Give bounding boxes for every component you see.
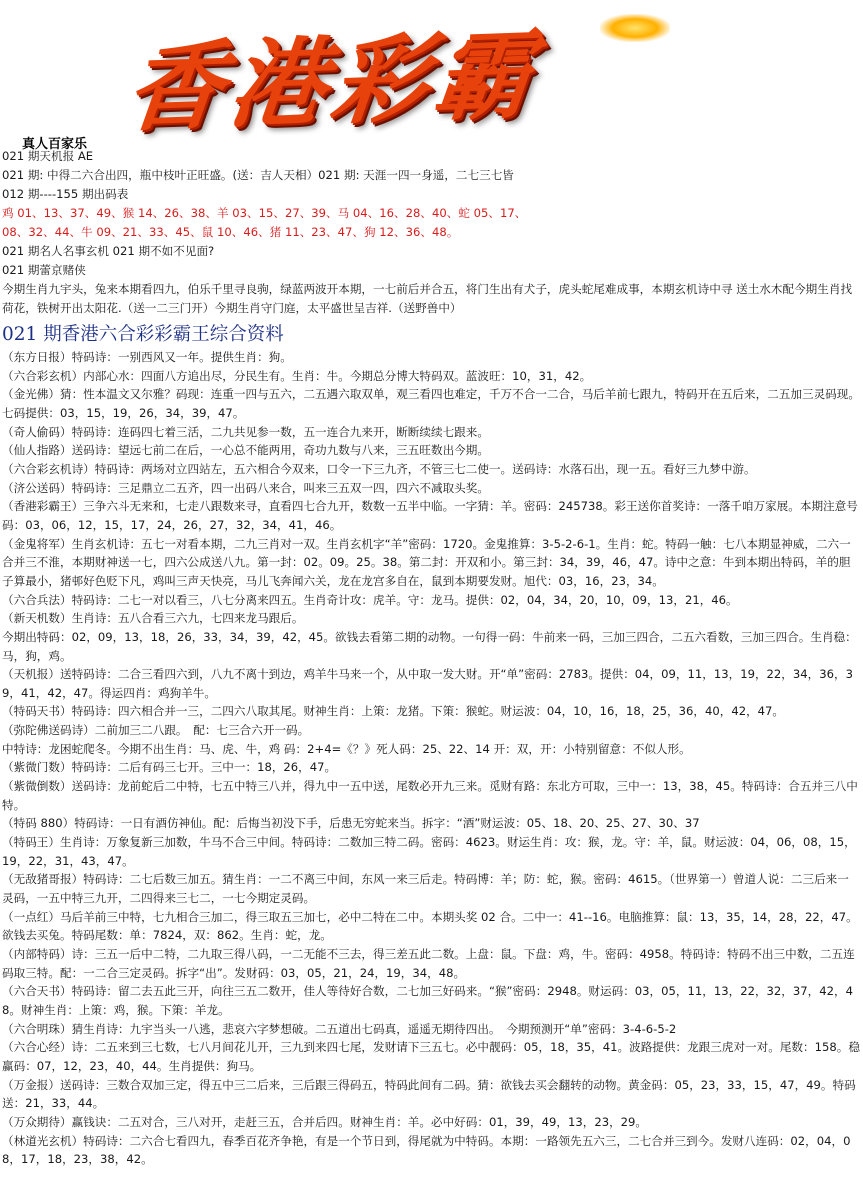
top-block (2, 147, 862, 318)
entry: （新天机数）生肖诗：五八合看三六九，七四来龙马跟后。 (2, 611, 304, 626)
top-line: 021 期: 中得二六合出四，瓶中枝叶正旺盛。(送：吉人天相）021 期: 天涯一四一身遥，二七三七皆 (2, 168, 514, 182)
entry: （紫微门数）特码诗：二后有码三七开。三中一：18，26，47。 (2, 760, 337, 775)
entry: （林道光玄机）特码诗：二六合七看四九，春季百花齐争艳，有是一个节日到，得尾就为中特码。本期：一路领先五六三，二七合并三到今。发财八连码：02，04，08，17，18，23，38，42。 (2, 1133, 851, 1167)
entry: （六合心经）诗：二五来到三七数，七八月间花儿开，三九到来四七尾，发财请下三五七。必中靓码：05，18，35，41。波路提供：龙跟三虎对一对。尾数：158。稳赢码：07，12，23，40，44。生肖提供：狗马。 (2, 1040, 860, 1073)
banner-title: 香港彩霸 (121, 17, 543, 146)
note-line: 021 期蕾京赌侠 (2, 263, 86, 277)
entry: 今期出特码：02，09，13，18，26，33，34，39，42，45。欲钱去看第二期的动物。一句得一码：牛前来一码，三加三四合，二五六看数，三加三四合。生肖稳：马，狗，鸡。 (2, 629, 857, 663)
entry: （金光佛）猜：性本温文又尔雅？码现：连重一四与五六，二五遇六取双单，观三看四也难定，千万不合一二合，马后羊前七跟九，特码开在五后来，二五加三灵码现。七码提供：03，15，19，26，34，39，47。 (2, 387, 860, 420)
entry: （万众期待）赢钱诀：二五对合，三八对开，走赶三五，合并后四。财神生肖：羊。必中好码：01，39，49，13，23，29。 (2, 1114, 648, 1129)
entry: （紫微倒数）送码诗：龙前蛇后二中特，七五中特三八并，得九中一五中送，尾数必开九三来。觅财有路：东北方可取，三中一：13，38，45。特码诗：合五并三八中特。 (2, 779, 858, 812)
entry: （六合彩玄机诗）特码诗：两场对立四站左，五六相合今双来，口令一下三九齐，不管三七二使一。送码诗：水落石出，现一五。看好三九梦中游。 (2, 461, 756, 476)
entry: （六合兵法）特码诗：二七一对以看三，八七分离来四五。生肖奇计攻：虎羊。守：龙马。提供：02，04，34，20，10，09，13，21，46。 (2, 592, 738, 607)
entry: （内部特码）诗：三五一后中二特，二九取三得八码，一二无能不三去，得三差五此二数。上盘：鼠。下盘：鸡，牛。密码：4958。特码诗：特码不出三中数，二五连码取三特。配：一二合三定灵码。拆字“出”。发财码：03，05，21，24，19，34，48。 (2, 947, 855, 980)
banner-glow-icon (600, 14, 670, 42)
entry: （万金报）送码诗：三数合双加三定，得五中三二后来，三后跟三得码五，特码此间有二码。猜：欲钱去买会翻转的动物。黄金码：05，23，33，15，47，49。特码送：21，33，44。 (2, 1077, 856, 1111)
entry: （弥陀佛送码诗）二前加三二八跟。 配：七三合六开一码。 (2, 723, 310, 738)
subheading: 真人百家乐 (22, 137, 88, 152)
entry: （特码天书）特码诗：四六相合并一三，二四六八取其尾。财神生肖：上策：龙猪。下策：猴蛇。财运波：04，10，16，18，25，36，40，42，47。 (2, 704, 785, 719)
zodiac-table-line: 鸡 01、13、37、49、猴 14、26、38、羊 03、15、27、39、马 04、16、28、40、蛇 05、17、 (2, 206, 527, 220)
entry: （特码 880）特码诗：一日有酒仿神仙。配：后悔当初没下手，后患无穷蛇来当。拆字：“酒”财运波：05、18、20、25、27、30、37 (2, 816, 700, 831)
entry: （六合天书）特码诗：留二去五此三开，向往三五二数开，佳人等待好合数，二七加三好码来。“猴”密码：2948。财运码：03，05，11，13，22，32，37，42，48。财神生肖：上策：鸡，猴。下策：羊龙。 (2, 984, 853, 1017)
entry: （仙人指路）送码诗：望远七前二在后，一心总不能两用，奇功九数与八来，三五旺数出今期。 (2, 443, 489, 458)
entry: （金鬼将军）生肖玄机诗：五七一对看本期，二九三肖对一双。生肖玄机字“羊”密码：1720。金鬼推算：3-5-2-6-1。生肖：蛇。特码一触：七八本期显神威，二六一合并三不淮，本期财神送一七，四六公成送八九。第一封：02。09。25。38。第二封：开双和小。第三封：34，39，46，47。诗中之意：牛到本期出特码，羊的胆子算最小，猪邨好色贬下凡，鸡叫三声天快亮，马儿飞奔闻六关，龙在龙宫多自在，鼠到本期要发财。旭代：03，16，23，34。 (2, 536, 851, 588)
entry: （特码王）生肖诗：万象复新三加数，牛马不合三中间。特码诗：二数加三特二码。密码：4623。财运生肖：攻：猴，龙。守：羊，鼠。财运波：04，06，08，15，19，22，31，43，47。 (2, 835, 856, 868)
entry: （六合彩玄机）内部心水：四面八方追出尽，分民生有。生肖：牛。今期总分博大特码双。蓝波旺：10，31，42。 (2, 368, 592, 383)
entry: （一点红）马后羊前三中特，七九相合三加二，得三取五三加七，必中二特在二中。本期头奖 02 合。二中一：41--16。电脑推算：鼠：13，35，14，28，22，47。欲钱去买兔。特码尾数：单：7824，双：862。生肖：蛇，龙。 (2, 909, 858, 943)
intro-paragraph: 今期生肖九宇头，兔来本期看四九，伯乐千里寻良驹，绿蓝两波开本期，一七前后并合五，将门生出有犬子，虎头蛇尾难成事，本期玄机诗中寻 送土水木配今期生肖找荷花，铁树开出太阳花.（送一二三门开）今期生肖守门庭，太平盛世呈吉祥.（送野兽中） (2, 282, 853, 315)
entry: （香港彩霸王）三争六斗无来和，七走八跟数来寻，直看四七合九开，数数一五半中临。一字猜：羊。密码：245738。彩王送你首奖诗：一落千咱万家展。本期注意号码：03，06，12，15，17，24，26，27，32，34，41，46。 (2, 499, 858, 532)
top-line: 021 期天机报 AE (2, 149, 94, 163)
note-line: 021 期名人名事玄机 021 期不如不见面? (2, 244, 215, 258)
entry: （济公送码）特码诗：三足鼎立二五齐，四一出码八来合，叫来三五双一四，四六不减取头奖。 (2, 480, 489, 495)
entry: （东方日报）特码诗：一别西风又一年。提供生肖：狗。 (2, 350, 292, 364)
entry: （奇人偷码）特码诗：连码四七着三活，二九共见参一数，五一连合九来开，断断续续七跟来。 (2, 424, 489, 439)
entry: （天机报）送特码诗：二合三看四六到，八九不离十到边，鸡羊牛马来一个，从中取一发大财。开“单”密码：2783。提供：04，09，11，13，19，22，34，36，39，41，42，47。得运四肖：鸡狗羊牛。 (2, 667, 853, 700)
entry: （六合明珠）猜生肖诗：九宇当头一八逃，悲哀六字梦想破。二五道出七码真，遥遥无期待四出。 今期预测开“单”密码：3-4-6-5-2 (2, 1021, 677, 1036)
entries-list (2, 348, 860, 1169)
entry: 中特诗：龙困蛇爬冬。今期不出生肖：马、虎、牛，鸡 码：2+4=《？》死人码：25、22、14 开：双，开：小特别留意：不似人形。 (2, 741, 691, 756)
entry: （无敌猪哥报）特码诗：二七后数三加五。猜生肖：一二不离三中间，东风一来三后走。特码博：羊；防：蛇，猴。密码：4615。（世界第一）曾道人说：二三后来一灵码，一五中特三九开，二四得来三七二，一七今期定灵码。 (2, 872, 849, 906)
zodiac-table-line: 08、32、44、牛 09、21、33、45、鼠 10、46、猪 11、23、47、狗 12、36、48。 (2, 225, 459, 239)
top-line: 012 期----155 期出码表 (2, 187, 129, 201)
section-title: 021 期香港六合彩彩霸王综合资料 (2, 324, 284, 345)
